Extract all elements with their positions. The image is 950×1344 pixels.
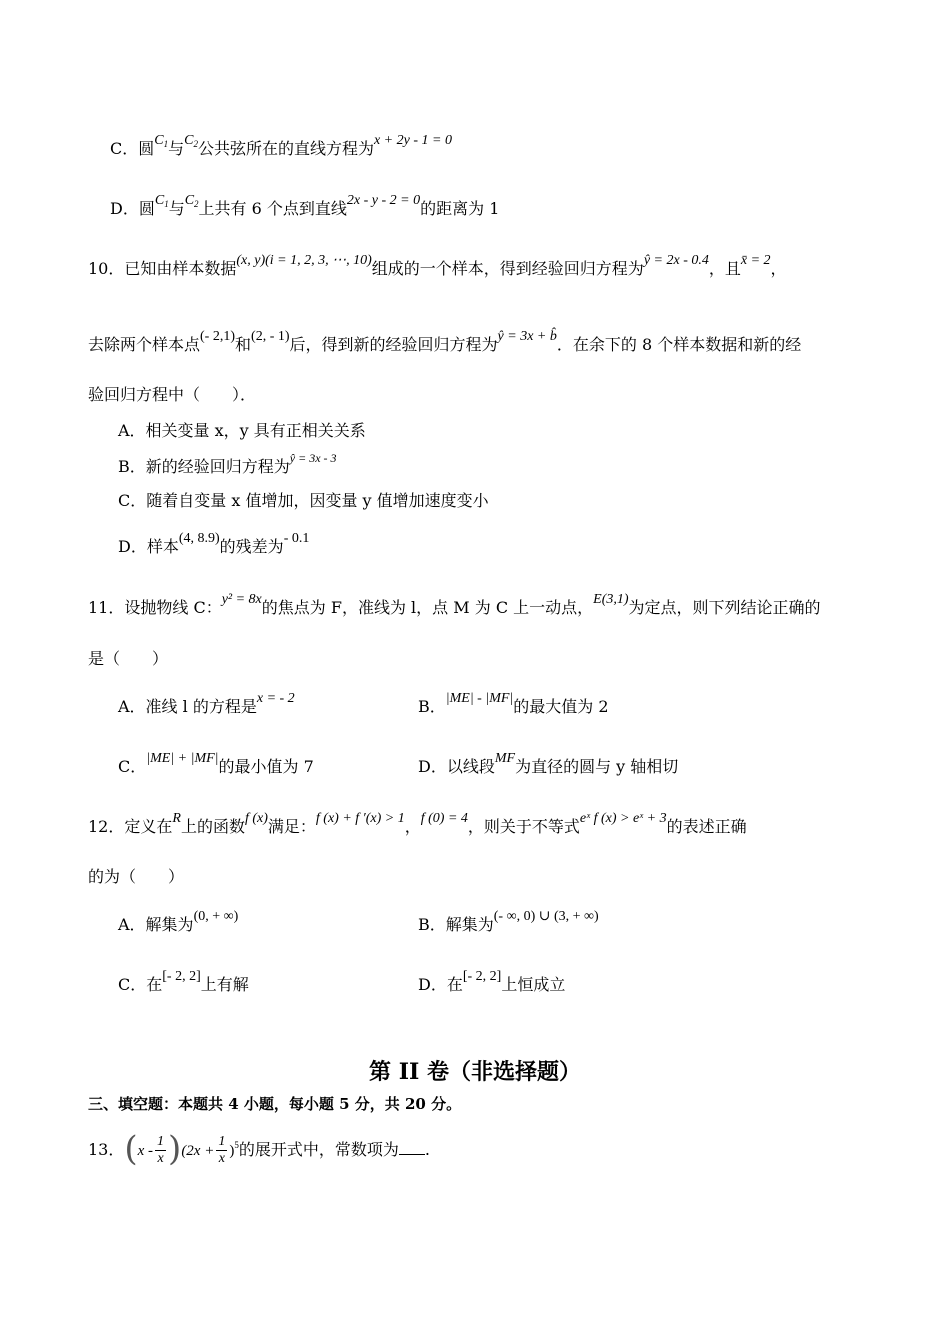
circle-c2: $C_2$ (184, 193, 199, 209)
common-chord-equation: x + 2y - 1 = 0 (373, 133, 452, 148)
condition-2: f (0) = 4 (420, 811, 468, 826)
q11-option-d: D．以线段MF为直径的圆与 y 轴相切 (418, 751, 679, 776)
exponent: 5 (234, 1140, 239, 1150)
left-paren: ( (124, 1128, 138, 1169)
q10-option-d: D．样本(4, 8.9)的残差为- 0.1 (118, 531, 310, 556)
solution-set-b: (- ∞, 0) ∪ (3, + ∞) (493, 909, 599, 924)
part2-heading: 第 II 卷（非选择题） (369, 1059, 581, 1085)
circle-c1: $C_1$ (154, 193, 169, 209)
interval-d: [- 2, 2] (462, 969, 502, 984)
parabola-equation: y² = 8x (221, 592, 262, 607)
q11-option-c: C．|ME| + |MF|的最小值为 7 (118, 751, 314, 776)
solution-set-a: (0, + ∞) (193, 909, 239, 924)
q12-option-c: C．在[- 2, 2]上有解 (118, 969, 249, 994)
sum-expression: |ME| + |MF| (146, 751, 219, 766)
segment-mf: MF (494, 751, 516, 766)
q9-option-c: C．圆$C_1$与$C_2$公共弦所在的直线方程为x + 2y - 1 = 0 (110, 133, 452, 158)
residual-value: - 0.1 (283, 531, 310, 546)
line-equation: 2x - y - 2 = 0 (346, 193, 421, 208)
q9-option-d: D．圆$C_1$与$C_2$上共有 6 个点到直线2x - y - 2 = 0的距离为 1 (110, 193, 500, 218)
q10-option-c: C．随着自变量 x 值增加，因变量 y 值增加速度变小 (118, 491, 489, 510)
q12-option-d: D．在[- 2, 2]上恒成立 (418, 969, 566, 994)
fraction-2: $\frac{1}{x}$ (218, 1134, 226, 1166)
sample-point-1: (- 2,1) (200, 329, 236, 344)
x-bar: x̄ = 2 (740, 253, 771, 268)
interval-c: [- 2, 2] (162, 969, 201, 984)
condition-1: f (x) + f ′(x) > 1 (315, 811, 405, 826)
sample-point-2: (2, - 1) (251, 329, 290, 344)
q10-option-b: B．新的经验回归方程为$^{ŷ = 3x - 3}$ (118, 451, 337, 476)
q11-option-b: B．|ME| - |MF|的最大值为 2 (418, 691, 609, 716)
q10-option-a: A．相关变量 x，y 具有正相关关系 (118, 421, 366, 440)
real-set: R (172, 811, 181, 826)
sample-data: (x, y)(i = 1, 2, 3, ⋯, 10) (236, 253, 372, 268)
q11-stem-line2: 是（ ） (88, 649, 169, 668)
fraction-1: $\frac{1}{x}$ (157, 1134, 165, 1166)
right-paren: ) (168, 1128, 182, 1169)
q10-stem-line2: 去除两个样本点(- 2,1)和(2, - 1)后，得到新的经验回归方程为ŷ = 3x + b̂．在余下的 8 个样本数据和新的经 (88, 329, 802, 354)
q11-stem-line1: 11．设抛物线 C：y² = 8x的焦点为 F，准线为 l，点 M 为 C 上一动点，E(3,1)为定点，则下列结论正确的 (88, 592, 821, 617)
sample-point: (4, 8.9) (178, 531, 220, 546)
q10-stem-line1: 10．已知由样本数据(x, y)(i = 1, 2, 3, ⋯, 10)组成的一个样本，得到经验回归方程为ŷ = 2x - 0.4，且x̄ = 2， (88, 253, 787, 278)
circle-c2: $C_2$ (184, 133, 198, 149)
inequality: eˣ f (x) > eˣ + 3 (579, 811, 667, 826)
section-3-title: 三、填空题：本题共 4 小题，每小题 5 分，共 20 分。 (88, 1095, 462, 1113)
q11-option-a: A．准线 l 的方程是x = - 2 (118, 691, 295, 716)
function-f: f (x) (244, 811, 268, 826)
q13-stem: 13．(x - $\frac{1}{x}$ )(2x + $\frac{1}{x}$ )$^5$的展开式中，常数项为 . (88, 1128, 430, 1169)
q12-stem-line1: 12．定义在R上的函数f (x)满足：f (x) + f ′(x) > 1，f (0) = 4，则关于不等式eˣ f (x) > eˣ + 3的表述正确 (88, 811, 747, 836)
q10-stem-line3: 验回归方程中（ ）． (88, 385, 257, 404)
directrix-equation: x = - 2 (256, 691, 295, 706)
new-equation: ŷ = 3x - 3 (289, 451, 337, 465)
answer-blank[interactable] (399, 1140, 425, 1155)
circle-c1: $C_1$ (154, 133, 169, 149)
new-regression-equation: ŷ = 3x + b̂ (497, 329, 557, 344)
q12-option-b: B．解集为(- ∞, 0) ∪ (3, + ∞) (418, 909, 599, 934)
q12-option-a: A．解集为(0, + ∞) (118, 909, 239, 934)
difference-expression: |ME| - |MF| (445, 691, 514, 706)
fixed-point-e: E(3,1) (593, 592, 629, 607)
q12-stem-line2: 的为（ ） (88, 867, 185, 886)
regression-equation: ŷ = 2x - 0.4 (643, 253, 709, 268)
